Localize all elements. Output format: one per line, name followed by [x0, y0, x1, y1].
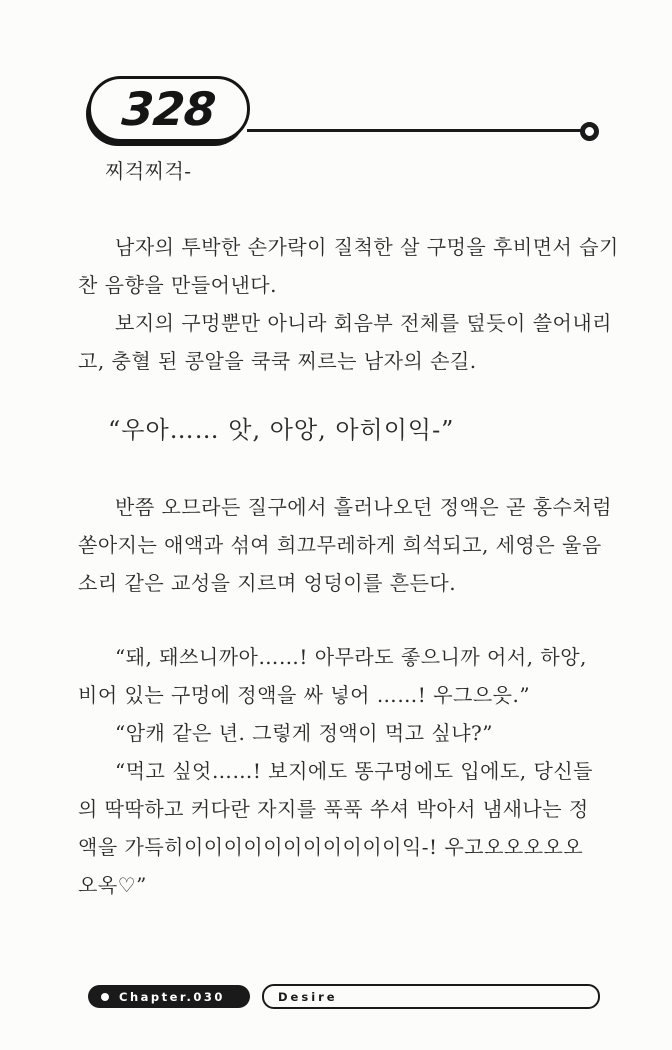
- footer-chapter-badge: [88, 985, 250, 1008]
- paragraph-line: 소리 같은 교성을 지르며 엉덩이를 흔든다.: [78, 571, 457, 595]
- header-rule-end-ring-icon: [580, 122, 599, 141]
- header-rule: [247, 129, 583, 132]
- dialogue-line: 의 딱딱하고 커다란 자지를 푹푹 쑤셔 박아서 냄새나는 정: [78, 797, 589, 821]
- footer-title-label: Desire: [278, 989, 338, 1004]
- footer-dot-icon: [101, 993, 109, 1001]
- paragraph-line: 보지의 구멍뿐만 아니라 회음부 전체를 덮듯이 쓸어내리: [115, 311, 613, 335]
- page-number-badge: [88, 76, 250, 142]
- page-number: 328: [120, 82, 218, 136]
- paragraph-line: 찬 음향을 만들어낸다.: [78, 273, 277, 297]
- dialogue-line: “먹고 싶엇……! 보지에도 똥구멍에도 입에도, 당신들: [115, 759, 593, 783]
- dialogue-line: 액을 가득히이이이이이이이이이이이익-! 우고오오오오오: [78, 835, 584, 859]
- dialogue-line: “암캐 같은 년. 그렇게 정액이 먹고 싶냐?”: [115, 721, 493, 745]
- paragraph-line: 쏟아지는 애액과 섞여 희끄무레하게 희석되고, 세영은 울음: [78, 533, 602, 557]
- paragraph-line: 반쯤 오므라든 질구에서 흘러나오던 정액은 곧 홍수처럼: [115, 495, 613, 519]
- dialogue-emphasized-line: “우아…… 앗, 아앙, 아히이익-”: [108, 416, 455, 444]
- footer-title-box: [262, 984, 600, 1009]
- dialogue-line: “돼, 돼쓰니까아……! 아무라도 좋으니까 어서, 하앙,: [115, 645, 587, 669]
- sound-effect-line: 찌걱찌걱-: [105, 159, 192, 183]
- dialogue-line: 비어 있는 구멍에 정액을 싸 넣어 ……! 우그으읏.”: [78, 683, 531, 707]
- paragraph-line: 남자의 투박한 손가락이 질척한 살 구멍을 후비면서 습기: [115, 235, 619, 259]
- body-text-column: [78, 152, 619, 904]
- footer-chapter-label: Chapter.030: [119, 989, 225, 1004]
- dialogue-line: 오옥♡”: [78, 873, 147, 897]
- paragraph-line: 고, 충혈 된 콩알을 쿡쿡 찌르는 남자의 손길.: [78, 349, 477, 373]
